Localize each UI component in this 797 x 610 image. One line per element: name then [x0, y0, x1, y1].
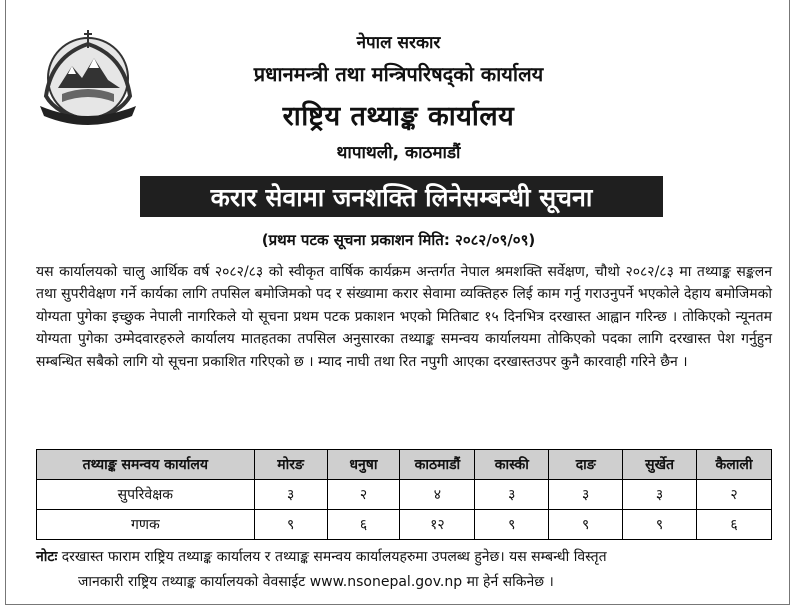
- note-label: नोटः: [36, 549, 58, 565]
- table-header: धनुषा: [327, 450, 400, 480]
- table-row: [37, 510, 772, 540]
- table-cell: ३: [623, 480, 697, 510]
- table-cell: गणक: [37, 510, 255, 540]
- table-cell: सुपरिवेक्षक: [37, 480, 255, 510]
- notice-body: यस कार्यालयको चालु आर्थिक वर्ष २०८२/८३ को स्वीकृत वार्षिक कार्यक्रम अन्तर्गत नेपाल श्रमशक्ति सर्वेक्षण, चौथो २०८२/८३ मा तथ्याङ्क सङ्कलन तथा सुपरीवेक्षण गर्ने कार्यका लागि तपसिल बमोजिमको पद र संख्यामा करार सेवामा व्यक्तिहरु लिई काम गर्नु गराउनुपर्ने भएकोले देहाय बमोजिमको योग्यता पुगेका इच्छुक नेपाली नागरिकले यो सूचना प्रथम पटक प्रकाशन भएको मितिबाट १५ दिनभित्र दरखास्त आह्वान गरिन्छ । तोकिएको न्यूनतम योग्यता पुगेका उम्मेदवारहरुले कार्यालय मातहतका तपसिल अनुसारका तथ्याङ्क समन्वय कार्यालयमा तोकिएको पदका लागि दरखास्त पेश गर्नुहुन सम्बन्धित सबैको लागि यो सूचना प्रकाशित गरिएको छ । म्याद नाघी तथा रित नपुगी आएका दरखास्तउपर कुनै कारवाही गरिने छैन ।: [36, 264, 772, 370]
- table-cell: ९: [254, 510, 327, 540]
- table-cell: ९: [549, 510, 623, 540]
- table-header: तथ्याङ्क समन्वय कार्यालय: [37, 450, 255, 480]
- note-line-2: जानकारी राष्ट्रिय तथ्याङ्क कार्यालयको वेवसाईट www.nsonepal.gov.np मा हेर्न सकिनेछ ।: [78, 574, 554, 590]
- table-cell: ६: [327, 510, 400, 540]
- table-cell: ३: [549, 480, 623, 510]
- header-address: थापाथली, काठमाडौं: [336, 143, 461, 163]
- table-cell: ३: [254, 480, 327, 510]
- table-row: [37, 480, 772, 510]
- table-cell: ३: [475, 480, 549, 510]
- table-header: कास्की: [475, 450, 549, 480]
- notice-title-banner: करार सेवामा जनशक्ति लिनेसम्बन्धी सूचना: [140, 176, 663, 217]
- publish-date: (प्रथम पटक सूचना प्रकाशन मिति: २०८२/०९/०९): [261, 231, 536, 249]
- table-header: सुर्खेत: [623, 450, 697, 480]
- table-cell: ९: [475, 510, 549, 540]
- note-text-1: दरखास्त फाराम राष्ट्रिय तथ्याङ्क कार्यालय र तथ्याङ्क समन्वय कार्यालयहरुमा उपलब्ध हुनेछ। यस सम्बन्धी विस्तृत: [61, 549, 607, 565]
- header-government: नेपाल सरकार: [356, 33, 441, 53]
- table-header: काठमाडौं: [400, 450, 475, 480]
- header-office: राष्ट्रिय तथ्याङ्क कार्यालय: [282, 101, 515, 132]
- table-cell: ६: [697, 510, 772, 540]
- table-cell: १२: [400, 510, 475, 540]
- position-distribution-table: [36, 449, 772, 540]
- table-cell: २: [697, 480, 772, 510]
- note-section: [36, 545, 778, 595]
- table-header: दाङ: [549, 450, 623, 480]
- table-cell: ९: [623, 510, 697, 540]
- note-line-1: [36, 545, 778, 570]
- table-header: मोरङ: [254, 450, 327, 480]
- table-header-row: [37, 450, 772, 480]
- table-cell: २: [327, 480, 400, 510]
- table-header: कैलाली: [697, 450, 772, 480]
- header-ministry: प्रधानमन्त्री तथा मन्त्रिपरिषद्को कार्यालय: [253, 62, 544, 86]
- table-cell: ४: [400, 480, 475, 510]
